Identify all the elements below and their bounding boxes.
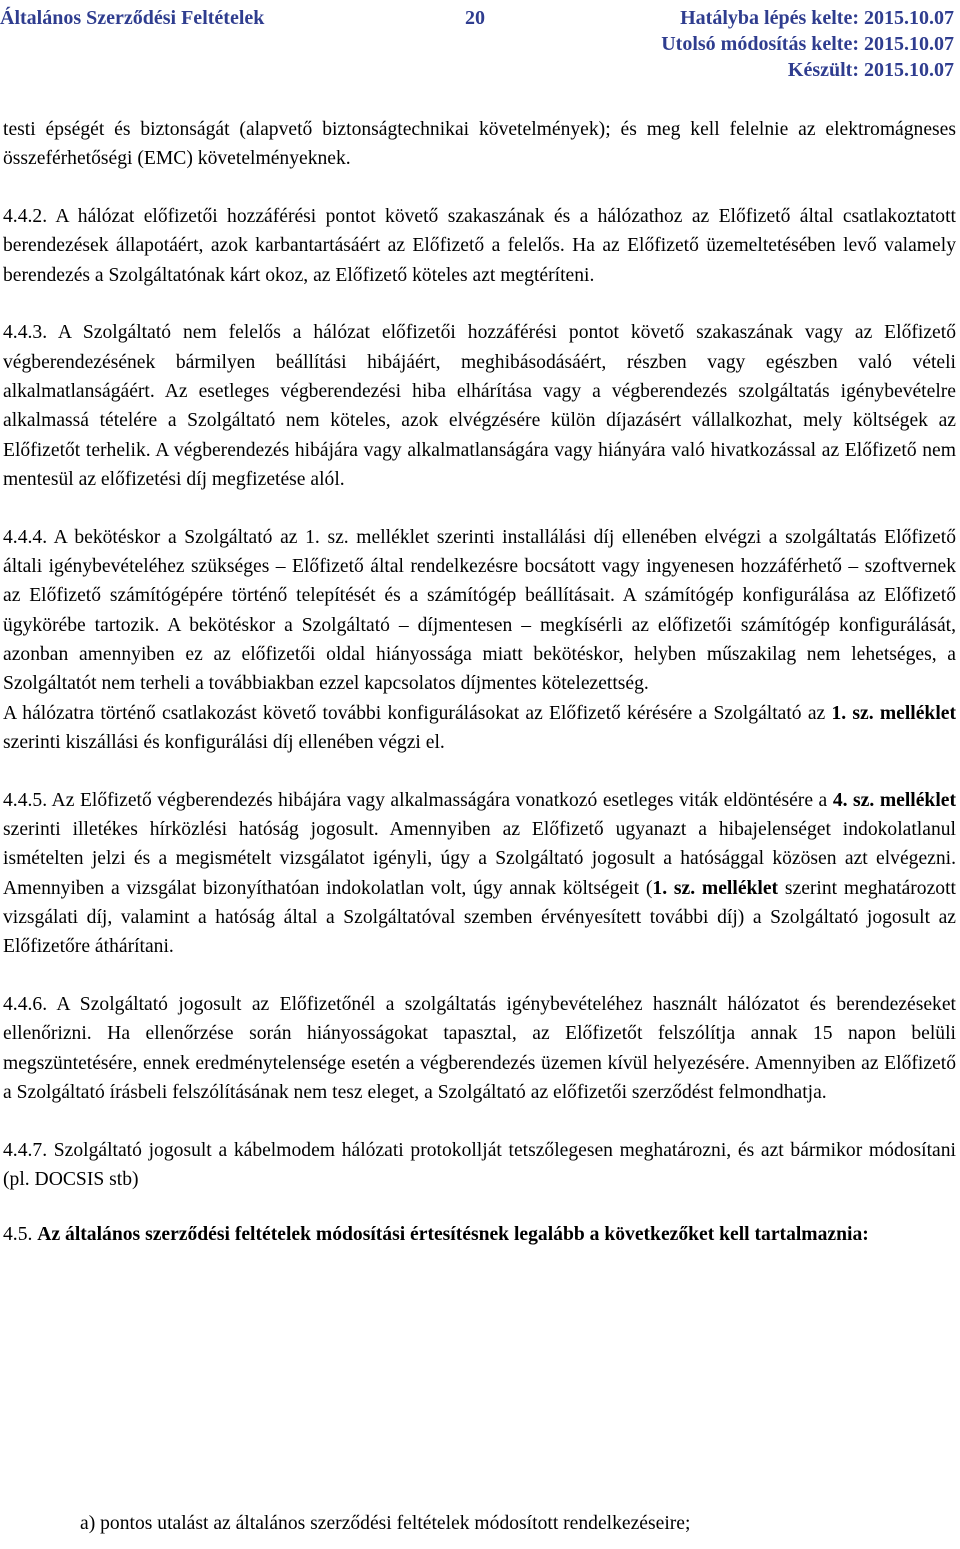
- paragraph-4-4-6: 4.4.6. A Szolgáltató jogosult az Előfizetőnél a szolgáltatás igénybevételéhez használt hálózatot és berendezéseket ellenőrizni. Ha ellenőrzése során hiányosságokat tapasztal, az Előfizetőt felszólítja annak 15 napon belüli megszüntetésére, ennek eredménytelensége esetén a végberendezés üzemen kívül helyezésére. Amennyiben az Előfizető a Szolgáltató írásbeli felszólításának nem tesz eleget, a Szolgáltató az előfizetői szerződést felmondhatja.: [3, 993, 956, 1103]
- created-date: Készült: 2015.10.07: [787, 59, 954, 81]
- paragraph-4-4-4: 4.4.4. A bekötéskor a Szolgáltató az 1. sz. melléklet szerinti installálási díj ellenében elvégzi a szolgáltatás Előfizető általi igénybevételéhez szükséges – Előfizető által rendelkezésre bocsátott vagy ingyenesen hozzáférhető – szoftvernek az Előfizető számítógépére történő telepítését és a számítógép beállításait. A számítógép konfigurálása az Előfizető ügykörébe tartozik. A bekötéskor a Szolgáltató – díjmentesen – megkísérli az előfizetői számítógép konfigurálását, azonban amennyiben ez az előfizetői oldal hiányossága miatt bekötéskor, helyben műszakilag nem lehetséges, a Szolgáltatót nem terheli a továbbiakban ezzel kapcsolatos díjmentes kötelezettség.: [3, 526, 956, 695]
- paragraph-4-4-2: 4.4.2. A hálózat előfizetői hozzáférési pontot követő szakaszának és a hálózathoz az Előfizető által csatlakoztatott berendezések állapotáért, azok karbantartásáért az Előfizető a felelős. Ha az Előfizető üzemeltetésében levő valamely berendezés a Szolgáltatónak kárt okoz, az Előfizető köteles azt megtéríteni.: [3, 206, 956, 286]
- paragraph-4-4-5: [3, 786, 956, 962]
- effective-date: Hatályba lépés kelte: 2015.10.07: [680, 7, 954, 29]
- text-run: 4.4.5. Az Előfizető végberendezés hibájára vagy alkalmasságára vonatkozó esetleges viták eldöntésére a: [3, 789, 833, 811]
- page-header: [0, 5, 960, 87]
- section-title: Az általános szerződési feltételek módosítási értesítésnek legalább a következőket kell tartalmaznia:: [37, 1224, 869, 1246]
- annex-reference: 4. sz. melléklet: [832, 789, 956, 811]
- paragraph-continuation: testi épségét és biztonságát (alapvető biztonságtechnikai követelmények); és meg kell felelnie az elektromágneses összeférhetőségi (EMC) követelményeknek.: [3, 119, 956, 170]
- annex-reference: 1. sz. melléklet: [831, 702, 956, 724]
- text-run: A hálózatra történő csatlakozást követő további konfigurálásokat az Előfizető kérésére a Szolgáltató az: [3, 702, 832, 724]
- text-run: szerinti kiszállási és konfigurálási díj ellenében végzi el.: [3, 731, 445, 753]
- section-number: 4.5.: [3, 1224, 38, 1246]
- document-body: [3, 115, 956, 1250]
- text-run: szerint meghatározott vizsgálati díj, valamint a hatóság által a Szolgáltatóval szemben érvényesített további díj) a Szolgáltató jogosult az Előfizetőre áthárítani.: [3, 877, 956, 958]
- document-title: Általános Szerződési Feltételek: [0, 7, 265, 29]
- modified-date: Utolsó módosítás kelte: 2015.10.07: [661, 33, 954, 55]
- annex-reference: 1. sz. melléklet: [652, 877, 779, 899]
- section-heading-4-5: [3, 1220, 956, 1249]
- paragraph-4-4-7: 4.4.7. Szolgáltató jogosult a kábelmodem hálózati protokollját tetszőlegesen meghatározni, és azt bármikor módosítani (pl. DOCSIS stb): [3, 1139, 956, 1190]
- list-item-a: a) pontos utalást az általános szerződési feltételek módosított rendelkezéseire;: [80, 1513, 691, 1534]
- text-run: szerinti illetékes hírközlési hatóság jogosult. Amennyiben az Előfizető ugyanazt a hibajelenséget indokolatlanul ismételten jelzi és a megismételt vizsgálatot igényli, úgy a Szolgáltató jogosult a hatósággal közösen azt elvégezni. Amennyiben a vizsgálat bizonyíthatóan indokolatlan volt, úgy annak költségeit (: [3, 818, 956, 899]
- header-dates: [661, 5, 954, 83]
- paragraph-4-4-3: 4.4.3. A Szolgáltató nem felelős a hálózat előfizetői hozzáférési pontot követő szakaszának vagy az Előfizető végberendezésének bármilyen beállítási hibájáért, meghibásodásáért, részben vagy egészben való vételi alkalmatlanságáért. Az esetleges végberendezési hiba elhárítása vagy a végberendezés szolgáltatás igénybevételre alkalmassá tételére a Szolgáltató nem köteles, azok elvégzésére külön díjazásért vállalkozhat, mely költségek az Előfizetőt terhelik. A végberendezés hibájára vagy alkalmatlanságára vagy hiányára való hivatkozással az Előfizető nem mentesül az előfizetési díj megfizetése alól.: [3, 322, 956, 490]
- paragraph-configuration: [3, 699, 956, 758]
- page-number: 20: [465, 7, 485, 29]
